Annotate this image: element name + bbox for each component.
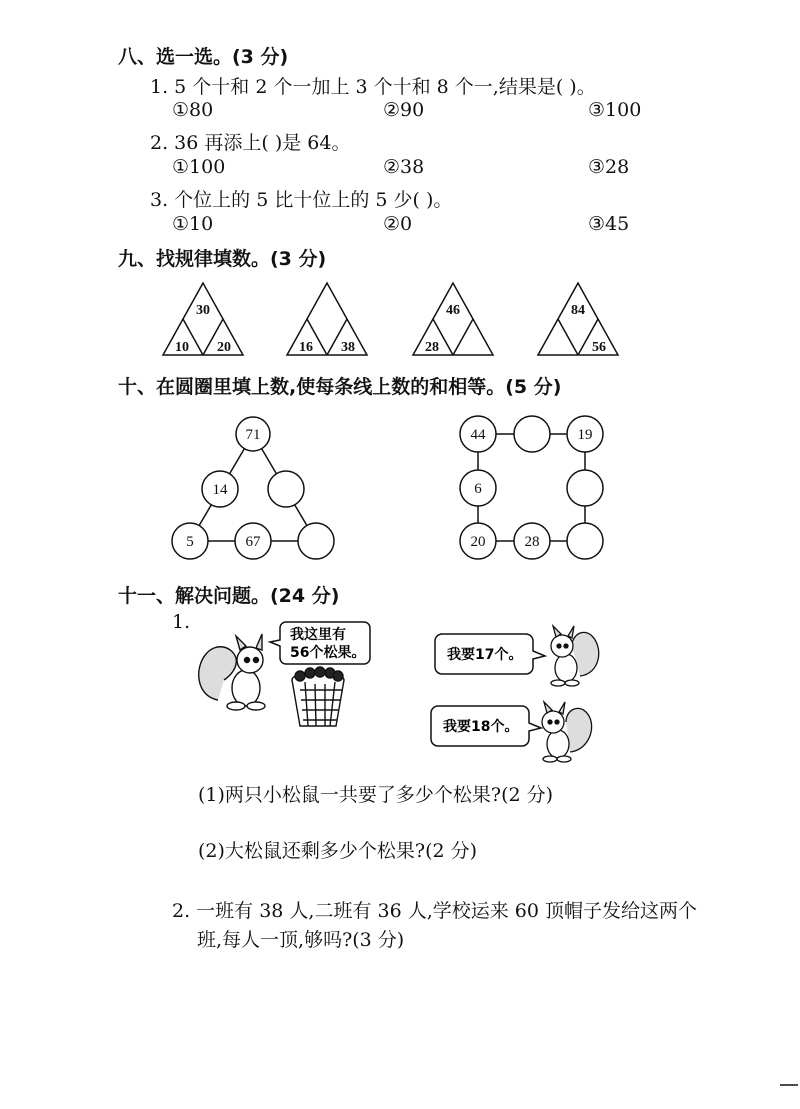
question-2: 2. 36 再添上( )是 64。 (150, 132, 351, 154)
circle-sq-mid-left: 6 (474, 481, 482, 497)
circle-sq-bottom-left: 20 (470, 534, 486, 550)
tri4-right: 56 (592, 340, 606, 355)
circle-tri-mid-left: 14 (212, 482, 228, 498)
bubble-big-line2: 56个松果。 (290, 645, 366, 661)
option-2c: ③28 (588, 156, 630, 178)
problem2-line2: 班,每人一顶,够吗?(3 分) (197, 929, 405, 951)
section11-title: 十一、解决问题。(24 分) (118, 585, 340, 607)
basket-illustration (292, 667, 344, 726)
problem2-line1: 2. 一班有 38 人,二班有 36 人,学校运来 60 顶帽子发给这两个 (172, 900, 698, 922)
option-1b: ②90 (383, 99, 425, 121)
tri2-right: 38 (341, 340, 355, 355)
option-1a: ①80 (172, 99, 214, 121)
bubble-a-text: 我要17个。 (447, 647, 523, 663)
number-triangle-4 (538, 283, 618, 355)
tri3-top: 46 (446, 303, 460, 318)
squirrel-a-illustration (551, 626, 599, 686)
circle-sq-bottom-mid: 28 (524, 534, 540, 550)
problem1-sub2: (2)大松鼠还剩多少个松果?(2 分) (198, 840, 478, 862)
tri1-left: 10 (175, 340, 189, 355)
squirrel-big-illustration (199, 634, 265, 710)
option-2a: ①100 (172, 156, 226, 178)
circle-sq-top-left: 44 (470, 427, 486, 443)
squirrel-b-illustration (542, 702, 592, 762)
question-3: 3. 个位上的 5 比十位上的 5 少( )。 (150, 189, 453, 211)
option-3a: ①10 (172, 213, 214, 235)
tri1-top: 30 (196, 303, 210, 318)
tri4-top: 84 (571, 303, 585, 318)
option-3b: ②0 (383, 213, 413, 235)
option-1c: ③100 (588, 99, 642, 121)
option-3c: ③45 (588, 213, 630, 235)
problem1-sub1: (1)两只小松鼠一共要了多少个松果?(2 分) (198, 784, 554, 806)
section10-title: 十、在圆圈里填上数,使每条线上数的和相等。(5 分) (118, 376, 562, 398)
option-2b: ②38 (383, 156, 425, 178)
circle-sq-top-right: 19 (577, 427, 593, 443)
section8-title: 八、选一选。(3 分) (118, 46, 289, 68)
question-1: 1. 5 个十和 2 个一加上 3 个十和 8 个一,结果是( )。 (150, 76, 596, 98)
section9-title: 九、找规律填数。(3 分) (118, 248, 327, 270)
bubble-big-line1: 我这里有 (290, 627, 346, 643)
problem1-number: 1. (172, 611, 191, 633)
circle-tri-bottom-left: 5 (186, 534, 194, 550)
circle-tri-bottom-mid: 67 (245, 534, 261, 550)
tri2-left: 16 (299, 340, 313, 355)
tri3-left: 28 (425, 340, 439, 355)
tri1-right: 20 (217, 340, 231, 355)
circle-tri-top: 71 (245, 427, 261, 443)
bubble-b-text: 我要18个。 (443, 719, 519, 735)
